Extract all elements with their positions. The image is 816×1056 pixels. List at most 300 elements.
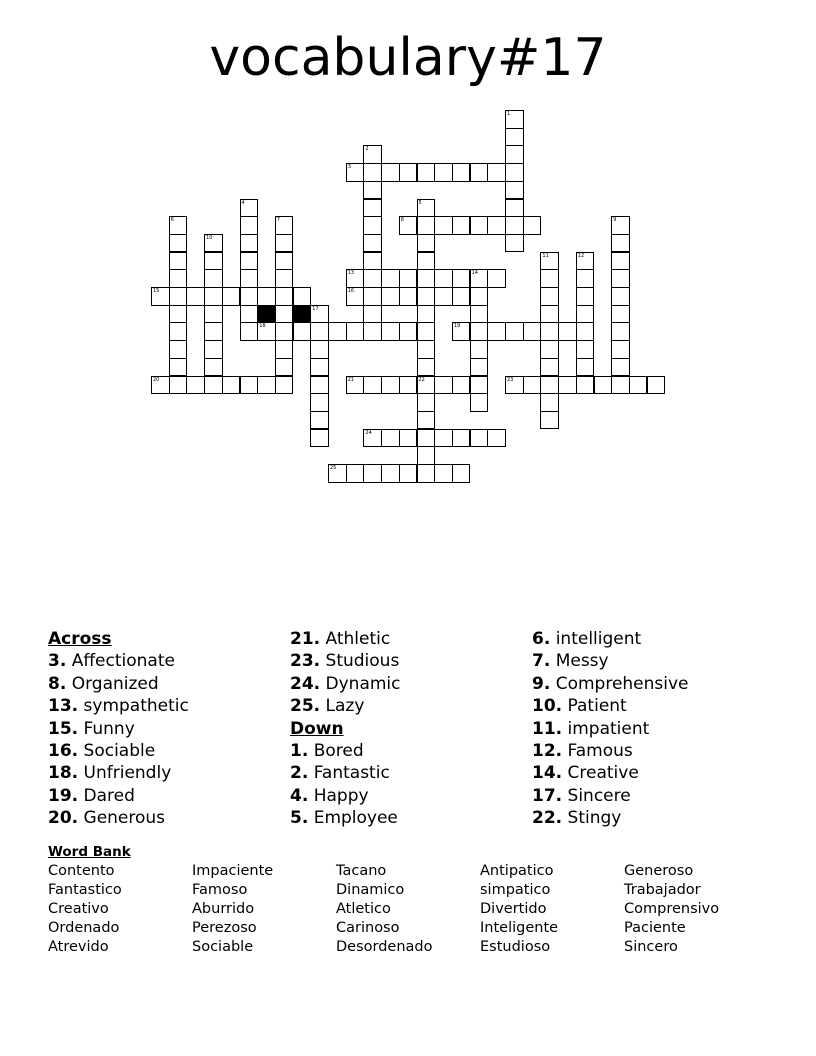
grid-cell[interactable] [240,305,259,324]
word-bank-item: Dinamico [336,882,405,898]
grid-cell[interactable] [470,340,489,359]
grid-cell[interactable] [540,269,559,288]
clue-number-label: 13. [48,696,79,717]
clue-number: 21 [347,376,355,383]
grid-cell[interactable] [576,305,595,324]
clue-item [290,762,401,784]
grid-cell[interactable] [257,287,276,306]
word-bank-item: Generoso [624,863,694,879]
grid-cell[interactable] [523,376,542,395]
grid-cell[interactable] [275,358,294,377]
clue-number-label: 18. [48,763,79,784]
word-bank-item: Sociable [192,939,254,955]
grid-cell[interactable] [275,376,294,395]
grid-cell[interactable] [257,322,276,341]
grid-cell[interactable] [434,287,453,306]
grid-cell[interactable] [417,287,436,306]
grid-cell[interactable] [275,340,294,359]
grid-cell[interactable] [417,234,436,253]
grid-cell[interactable] [381,429,400,448]
word-bank-column-3 [336,862,433,957]
clue-number-label: 11. [532,718,563,739]
clue-number: 11 [542,252,549,259]
clue-item [532,718,689,740]
clue-number: 13 [347,270,355,277]
clue-number-label: 10. [532,696,563,717]
grid-cell[interactable] [169,234,188,253]
clue-text: Sociable [78,741,156,762]
grid-cell[interactable] [576,252,595,271]
grid-cell[interactable] [328,322,347,341]
grid-cell[interactable] [417,340,436,359]
clue-number: 2 [365,146,369,153]
clue-text: impatient [562,718,650,739]
grid-cell[interactable] [505,376,524,395]
clue-item [290,807,401,829]
clue-number: 4 [241,199,245,206]
clue-item [48,695,189,717]
grid-cell[interactable] [399,376,418,395]
clue-number: 24 [365,429,372,436]
grid-cell[interactable] [470,376,489,395]
grid-cell[interactable] [487,269,506,288]
grid-cell[interactable] [470,216,489,235]
clue-number-label: 1. [290,741,309,762]
clue-number-label: 24. [290,673,321,694]
word-bank-item: Ordenado [48,920,120,936]
grid-cell[interactable] [204,322,223,341]
grid-cell[interactable] [505,128,524,147]
grid-cell[interactable] [470,393,489,412]
grid-cell[interactable] [505,181,524,200]
grid-cell[interactable] [611,376,630,395]
grid-cell[interactable] [470,269,489,288]
grid-cell[interactable] [417,464,436,483]
clue-column-1 [48,628,189,830]
clue-item [532,762,689,784]
clue-item [290,628,401,650]
grid-cell[interactable] [310,340,329,359]
clue-number-label: 14. [532,763,563,784]
grid-cell[interactable] [434,269,453,288]
word-bank-item: Comprensivo [624,901,720,917]
grid-cell[interactable] [417,163,436,182]
clue-number-label: 23. [290,651,321,672]
clue-item [532,740,689,762]
grid-cell[interactable] [381,163,400,182]
grid-cell[interactable] [470,358,489,377]
clue-text: Stingy [562,808,622,829]
grid-cell[interactable] [240,269,259,288]
grid-cell[interactable] [611,305,630,324]
grid-cell[interactable] [275,216,294,235]
grid-cell[interactable] [310,322,329,341]
word-bank-item: Impaciente [192,863,274,879]
clue-number-label: 20. [48,808,79,829]
grid-cell[interactable] [363,145,382,164]
grid-cell[interactable] [452,464,471,483]
word-bank-item: Fantastico [48,882,122,898]
word-bank-item: Paciente [624,920,686,936]
grid-cell[interactable] [240,376,259,395]
grid-cell[interactable] [363,199,382,218]
grid-cell[interactable] [151,376,170,395]
grid-cell[interactable] [523,322,542,341]
grid-cell[interactable] [540,358,559,377]
grid-cell[interactable] [523,216,542,235]
grid-cell[interactable] [169,358,188,377]
clue-item [532,807,689,829]
clue-number: 17 [312,305,319,312]
grid-cell[interactable] [240,216,259,235]
clue-text: Organized [66,673,159,694]
clue-text: Happy [308,785,369,806]
grid-cell[interactable] [417,376,436,395]
grid-cell[interactable] [452,216,471,235]
grid-cell[interactable] [417,252,436,271]
grid-cell[interactable] [417,411,436,430]
grid-cell[interactable] [452,269,471,288]
grid-cell[interactable] [576,358,595,377]
clue-item [532,628,689,650]
grid-cell[interactable] [363,269,382,288]
grid-cell[interactable] [310,393,329,412]
grid-cell[interactable] [611,269,630,288]
grid-cell[interactable] [611,358,630,377]
grid-cell[interactable] [452,163,471,182]
clue-number: 5 [418,199,422,206]
grid-cell[interactable] [505,216,524,235]
grid-cell[interactable] [204,305,223,324]
grid-cell[interactable] [169,322,188,341]
grid-cell[interactable] [629,376,648,395]
clue-number-label: 16. [48,741,79,762]
grid-cell[interactable] [540,340,559,359]
grid-cell[interactable] [169,216,188,235]
grid-cell[interactable] [452,322,471,341]
clue-text: Fantastic [308,763,390,784]
clue-number: 19 [453,323,461,330]
grid-cell[interactable] [470,305,489,324]
clue-item [290,650,401,672]
clue-number: 14 [471,270,478,277]
grid-cell[interactable] [611,252,630,271]
grid-cell[interactable] [363,305,382,324]
clue-text: Sincere [562,785,631,806]
clue-text: Funny [78,718,135,739]
grid-cell[interactable] [611,287,630,306]
clue-text: Unfriendly [78,763,172,784]
grid-cell[interactable] [186,287,205,306]
grid-cell[interactable] [310,305,329,324]
clue-number-label: 7. [532,651,551,672]
grid-cell[interactable] [363,376,382,395]
clue-item [532,650,689,672]
grid-cell[interactable] [399,322,418,341]
word-bank-item: Antipatico [480,863,554,879]
grid-cell[interactable] [558,376,577,395]
grid-cell[interactable] [204,376,223,395]
clue-number: 8 [400,217,404,224]
grid-cell[interactable] [222,376,241,395]
grid-cell[interactable] [434,216,453,235]
clue-number: 1 [507,111,511,117]
clue-number-label: 5. [290,808,309,829]
grid-cell[interactable] [452,429,471,448]
grid-cell[interactable] [399,216,418,235]
grid-cell[interactable] [647,376,666,395]
clue-number-label: 15. [48,718,79,739]
clue-column-2 [290,628,401,830]
clue-text: Employee [308,808,398,829]
grid-cell[interactable] [363,216,382,235]
word-bank-column-4 [480,862,558,957]
grid-cell[interactable] [434,429,453,448]
grid-cell[interactable] [346,376,365,395]
clue-text: Famous [562,741,633,762]
word-bank-item: Divertido [480,901,547,917]
grid-cell[interactable] [417,322,436,341]
word-bank-item: Perezoso [192,920,257,936]
grid-cell[interactable] [452,376,471,395]
word-bank-item: Estudioso [480,939,551,955]
grid-cell[interactable] [363,287,382,306]
grid-cell[interactable] [204,358,223,377]
grid-cell[interactable] [417,305,436,324]
grid-cell[interactable] [275,305,294,324]
grid-cell[interactable] [540,393,559,412]
clue-number: 9 [613,217,617,224]
clue-number-label: 3. [48,651,67,672]
clue-text: Patient [562,696,627,717]
grid-cell[interactable] [470,163,489,182]
clue-text: Lazy [320,696,365,717]
grid-cell[interactable] [540,411,559,430]
grid-cell[interactable] [505,145,524,164]
grid-cell[interactable] [399,429,418,448]
clue-number-label: 22. [532,808,563,829]
grid-cell[interactable] [505,234,524,253]
grid-cell[interactable] [452,287,471,306]
grid-cell[interactable] [363,181,382,200]
grid-cell[interactable] [611,322,630,341]
clue-number: 25 [330,465,337,471]
across-heading: Across [48,629,112,649]
grid-cell[interactable] [381,287,400,306]
grid-cell[interactable] [257,376,276,395]
grid-cell[interactable] [399,287,418,306]
clue-text: Generous [78,808,166,829]
grid-cell[interactable] [204,287,223,306]
grid-cell[interactable] [470,429,489,448]
clue-number-label: 25. [290,696,321,717]
grid-cell[interactable] [204,340,223,359]
word-bank-item: simpatico [480,882,551,898]
grid-cell[interactable] [381,376,400,395]
grid-cell[interactable] [417,269,436,288]
grid-cell[interactable] [434,464,453,483]
grid-cell[interactable] [399,269,418,288]
grid-cell[interactable] [293,287,312,306]
grid-cell[interactable] [346,464,365,483]
grid-cell[interactable] [310,358,329,377]
grid-cell[interactable] [594,376,613,395]
clue-item [532,785,689,807]
clue-number-label: 19. [48,785,79,806]
grid-cell[interactable] [275,252,294,271]
grid-cell[interactable] [399,464,418,483]
grid-cell[interactable] [363,429,382,448]
clue-item [48,740,189,762]
clue-number: 15 [153,288,160,294]
clue-item [532,695,689,717]
clue-number-label: 12. [532,741,563,762]
clue-number-label: 17. [532,785,563,806]
word-bank-item: Trabajador [624,882,701,898]
grid-cell[interactable] [434,376,453,395]
grid-cell[interactable] [540,287,559,306]
grid-cell[interactable] [310,429,329,448]
grid-cell[interactable] [310,376,329,395]
grid-cell[interactable] [505,163,524,182]
grid-cell[interactable] [505,199,524,218]
grid-cell[interactable] [576,376,595,395]
clue-number: 7 [276,217,281,224]
clue-item [48,807,189,829]
clue-number-label: 6. [532,629,551,649]
grid-cell[interactable] [204,269,223,288]
clue-text: Creative [562,763,639,784]
grid-cell[interactable] [381,269,400,288]
word-bank-column-5 [624,862,719,957]
clue-item [48,673,189,695]
grid-cell[interactable] [576,340,595,359]
grid-cell[interactable] [470,287,489,306]
grid-cell[interactable] [434,163,453,182]
grid-cell[interactable] [363,163,382,182]
grid-cell[interactable] [417,199,436,218]
clue-number: 6 [170,217,174,224]
clue-column-3 [532,628,689,830]
clue-text: Dynamic [320,673,401,694]
clue-number: 16 [347,288,355,294]
clue-number-label: 21. [290,629,321,649]
clue-text: Studious [320,651,400,672]
grid-cell[interactable] [417,446,436,465]
grid-cell[interactable] [240,234,259,253]
grid-cell[interactable] [558,322,577,341]
grid-cell[interactable] [381,464,400,483]
grid-cell[interactable] [576,269,595,288]
word-bank-item: Tacano [336,863,387,879]
grid-cell[interactable] [169,340,188,359]
grid-cell[interactable] [381,322,400,341]
grid-cell[interactable] [275,269,294,288]
grid-cell[interactable] [310,411,329,430]
grid-cell[interactable] [399,163,418,182]
grid-cell[interactable] [576,287,595,306]
grid-cell[interactable] [363,252,382,271]
grid-cell[interactable] [169,269,188,288]
grid-cell[interactable] [293,322,312,341]
grid-cell[interactable] [363,464,382,483]
grid-cell[interactable] [222,287,241,306]
grid-cell[interactable] [240,322,259,341]
grid-cell[interactable] [328,464,347,483]
grid-cell[interactable] [204,252,223,271]
grid-cell[interactable] [275,322,294,341]
grid-cell[interactable] [487,163,506,182]
grid-cell[interactable] [346,269,365,288]
clue-number: 23 [507,376,514,383]
grid-cell[interactable] [417,358,436,377]
clue-number: 12 [577,252,585,259]
grid-cell[interactable] [169,376,188,395]
grid-cell[interactable] [204,234,223,253]
grid-cell[interactable] [611,234,630,253]
grid-cell[interactable] [505,322,524,341]
grid-cell[interactable] [540,322,559,341]
grid-cell[interactable] [169,252,188,271]
black-cell [257,305,276,324]
grid-cell[interactable] [417,216,436,235]
grid-cell[interactable] [346,322,365,341]
grid-cell[interactable] [240,199,259,218]
grid-cell[interactable] [169,287,188,306]
grid-cell[interactable] [363,322,382,341]
grid-cell[interactable] [487,429,506,448]
grid-cell[interactable] [275,234,294,253]
clue-item [48,785,189,807]
grid-cell[interactable] [346,287,365,306]
clue-text: Dared [78,785,135,806]
grid-cell[interactable] [417,393,436,412]
grid-cell[interactable] [487,216,506,235]
clue-number: 10 [206,234,213,241]
grid-cell[interactable] [275,287,294,306]
grid-cell[interactable] [487,322,506,341]
grid-cell[interactable] [576,322,595,341]
clue-number: 20 [153,376,160,383]
grid-cell[interactable] [540,252,559,271]
grid-cell[interactable] [611,216,630,235]
clue-text: Athletic [320,629,391,649]
word-bank-item: Creativo [48,901,109,917]
grid-cell[interactable] [540,376,559,395]
grid-cell[interactable] [611,340,630,359]
clue-item [48,762,189,784]
clue-text: intelligent [550,629,642,649]
grid-cell[interactable] [417,429,436,448]
grid-cell[interactable] [505,110,524,129]
clue-item [290,740,401,762]
grid-cell[interactable] [363,234,382,253]
word-bank-column-1 [48,862,122,957]
word-bank-item: Carinoso [336,920,400,936]
clue-item [290,785,401,807]
grid-cell[interactable] [346,163,365,182]
grid-cell[interactable] [240,287,259,306]
word-bank-title: Word Bank [48,844,131,860]
grid-cell[interactable] [240,252,259,271]
grid-cell[interactable] [186,376,205,395]
grid-cell[interactable] [169,305,188,324]
clue-text: Affectionate [66,651,175,672]
grid-cell[interactable] [470,322,489,341]
grid-cell[interactable] [151,287,170,306]
grid-cell[interactable] [540,305,559,324]
clue-item [290,695,401,717]
